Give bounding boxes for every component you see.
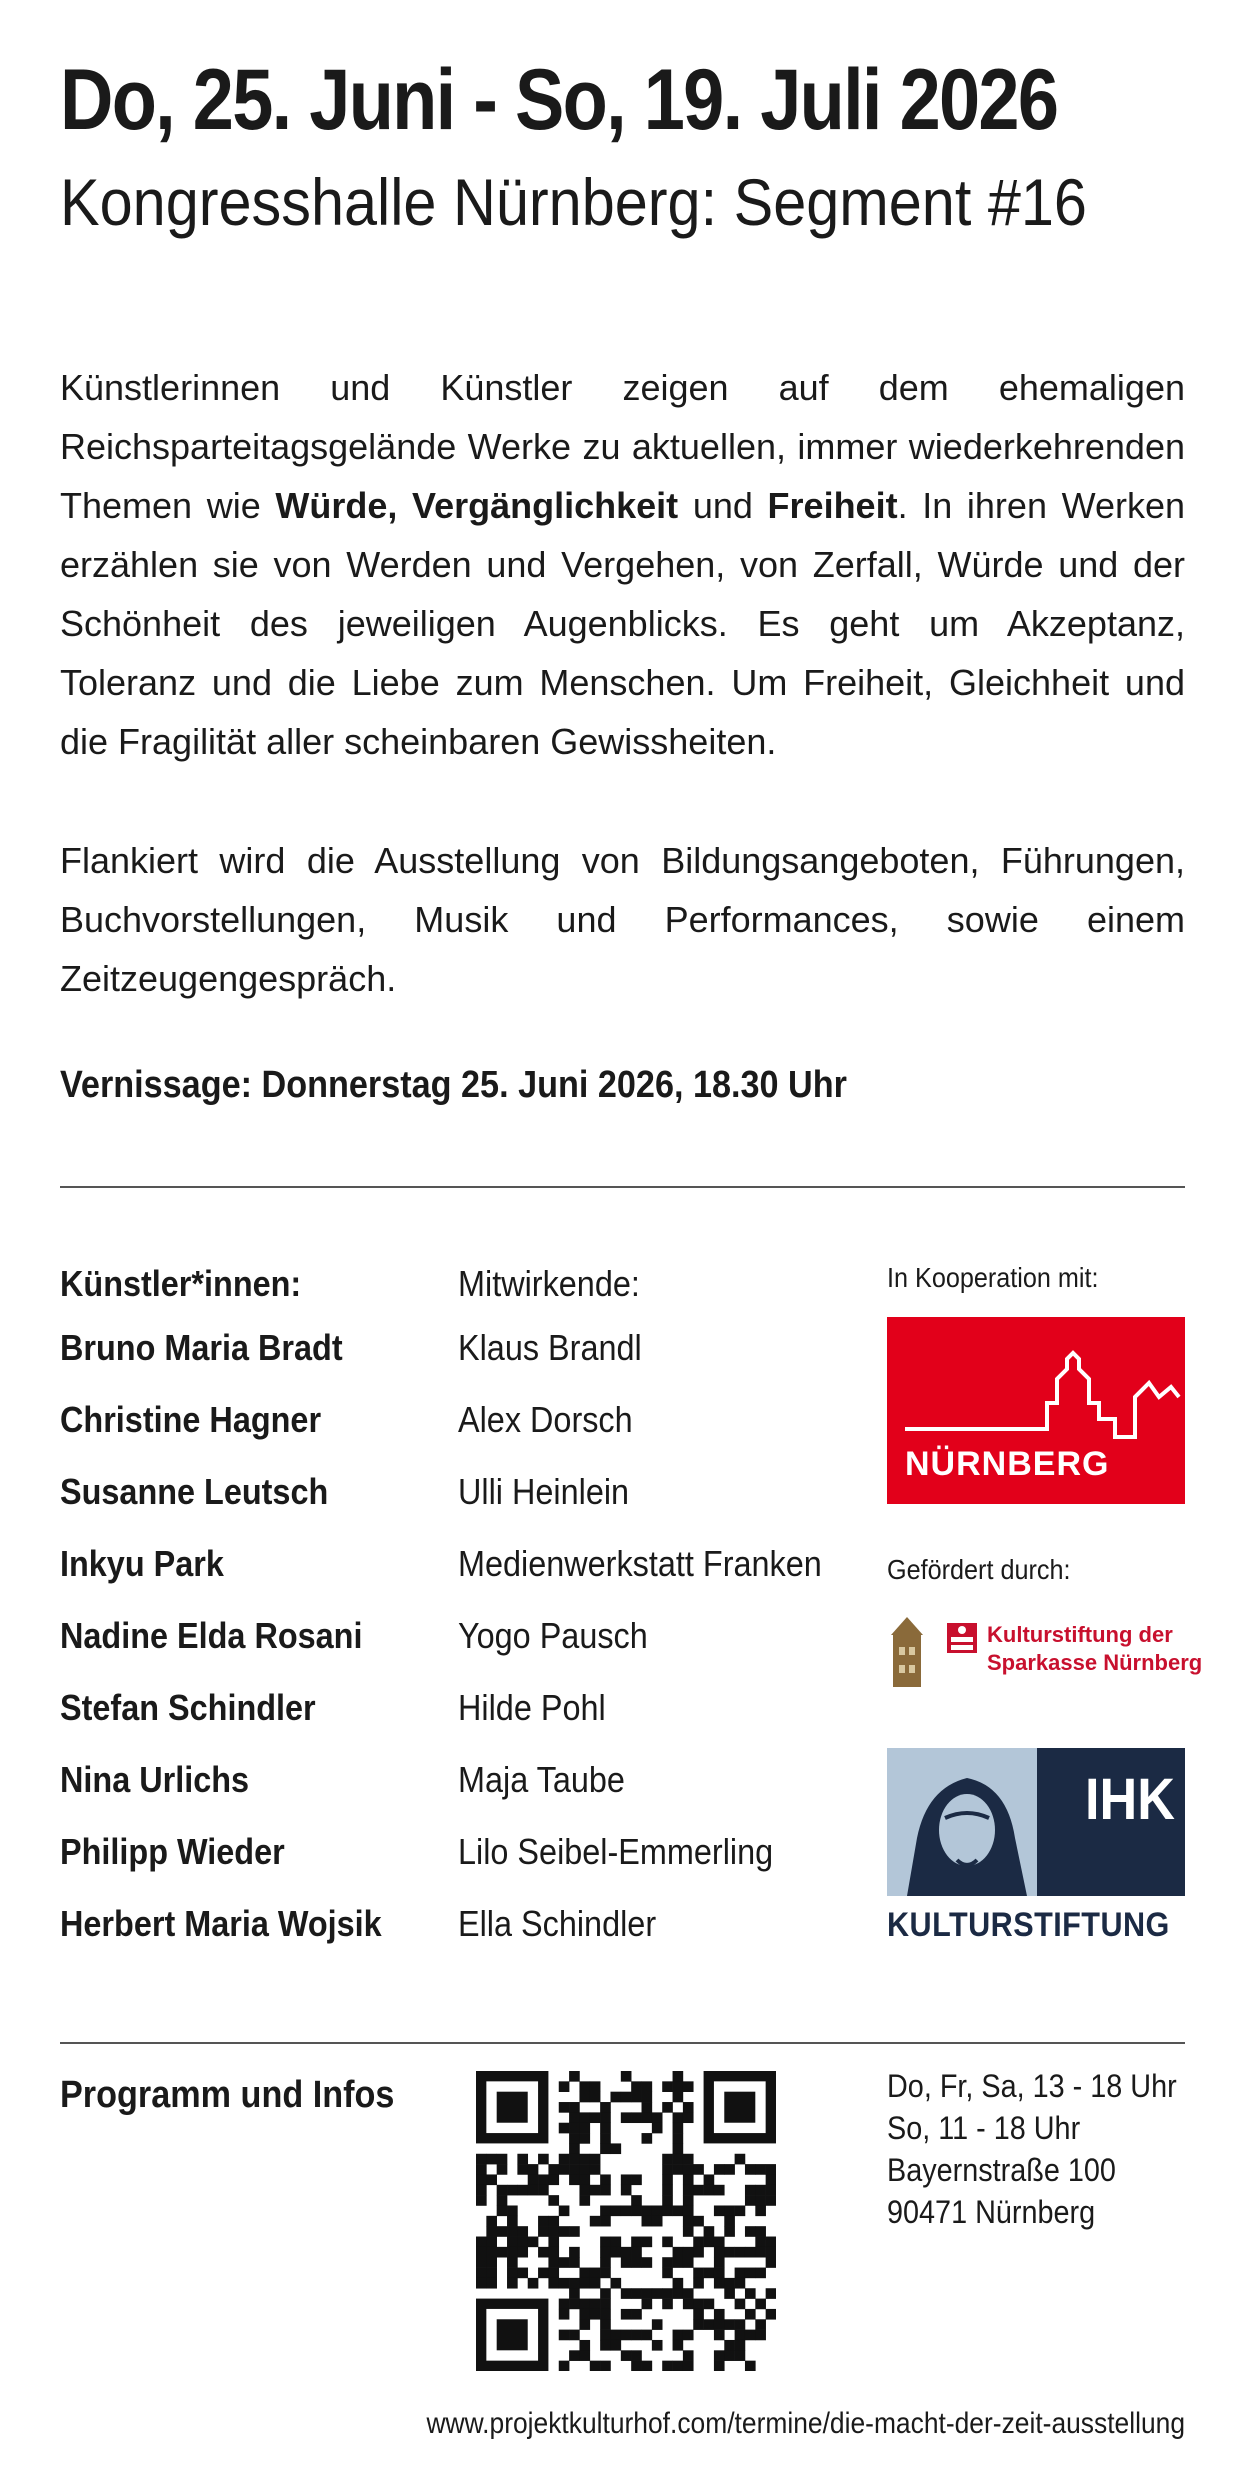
intro-bold-themes: Würde, Vergänglichkeit (275, 485, 679, 526)
list-item: Inkyu Park (60, 1543, 224, 1584)
list-item: Nina Urlichs (60, 1759, 250, 1800)
venue-subheadline: Kongresshalle Nürnberg: Segment #16 (60, 165, 1087, 239)
list-item: Susanne Leutsch (60, 1471, 329, 1512)
intro-bold-freiheit: Freiheit (767, 485, 898, 526)
website-url[interactable]: www.projektkulturhof.com/termine/die-macht-der-zeit-ausstellung (426, 2407, 1185, 2440)
vernissage-line: Vernissage: Donnerstag 25. Juni 2026, 18.30 Uhr (60, 1064, 847, 1106)
contributors-list (458, 1312, 822, 1960)
list-item: Yogo Pausch (458, 1615, 648, 1656)
list-item: Ella Schindler (458, 1903, 657, 1944)
list-item: Alex Dorsch (458, 1399, 633, 1440)
divider (60, 2042, 1185, 2044)
intro-text: . In ihren Werken erzählen sie von Werden und Vergehen, von Zerfall, Würde und der Schönheit des jeweiligen Augenblicks. Es geht um Akzeptanz, Toleranz und die Liebe zum Menschen. Um Freiheit, Gleichheit und die Fragilität aller scheinbaren Gewissheiten. (60, 485, 1186, 762)
address-line: 90471 Nürnberg (887, 2194, 1096, 2230)
list-item: Medienwerkstatt Franken (458, 1543, 822, 1584)
qr-code[interactable] (476, 2071, 776, 2371)
intro-text: und (678, 485, 768, 526)
funded-label: Gefördert durch: (887, 1554, 1071, 1585)
list-item: Bruno Maria Bradt (60, 1327, 343, 1368)
program-label: Programm und Infos (60, 2074, 395, 2116)
nuernberg-logo (887, 1317, 1185, 1504)
portrait-icon (887, 1748, 1037, 1896)
ihk-logo (887, 1748, 1185, 1896)
sparkasse-logo (887, 1617, 1203, 1689)
list-item: Christine Hagner (60, 1399, 322, 1440)
cooperation-label: In Kooperation mit: (887, 1262, 1099, 1293)
address-line: Bayernstraße 100 (887, 2152, 1116, 2188)
nuernberg-logo-text: NÜRNBERG (905, 1445, 1110, 1483)
list-item: Ulli Heinlein (458, 1471, 630, 1512)
list-item: Herbert Maria Wojsik (60, 1903, 382, 1944)
divider (60, 1186, 1185, 1188)
list-item: Maja Taube (458, 1759, 625, 1800)
opening-hours (887, 2065, 1177, 2233)
list-item: Lilo Seibel-Emmerling (458, 1831, 774, 1872)
intro-text: Flankiert wird die Ausstellung von Bildungsangeboten, Führungen, Buchvorstellungen, Musik und Performances, sowie einem Zeitzeugengespräch. (60, 840, 1185, 999)
intro-text: Künstlerinnen und Künstler zeigen auf dem ehemaligen Reichsparteitagsgelände Werke zu aktuellen, immer wiederkehrenden Themen wie (60, 367, 1185, 526)
ihk-text: IHK (1085, 1767, 1175, 1832)
artists-label: Künstler*innen: (60, 1263, 302, 1304)
sparkasse-line-1: Kulturstiftung der (987, 1622, 1173, 1647)
artists-list (60, 1312, 382, 1960)
intro-paragraph-2 (60, 831, 1185, 1008)
sparkasse-line-2: Sparkasse Nürnberg (987, 1650, 1203, 1675)
hours-line: So, 11 - 18 Uhr (887, 2110, 1081, 2146)
date-range-headline: Do, 25. Juni - So, 19. Juli 2026 (60, 52, 1058, 148)
list-item: Stefan Schindler (60, 1687, 316, 1728)
list-item: Nadine Elda Rosani (60, 1615, 363, 1656)
qr-code-icon (476, 2071, 776, 2371)
list-item: Philipp Wieder (60, 1831, 285, 1872)
list-item: Hilde Pohl (458, 1687, 606, 1728)
sparkasse-logo-text (987, 1621, 1202, 1677)
tower-and-sparkasse-icon (887, 1617, 982, 1689)
contributors-label: Mitwirkende: (458, 1263, 640, 1304)
hours-line: Do, Fr, Sa, 13 - 18 Uhr (887, 2068, 1177, 2104)
list-item: Klaus Brandl (458, 1327, 642, 1368)
intro-paragraph-1 (60, 358, 1185, 771)
ihk-subtitle: KULTURSTIFTUNG (887, 1906, 1170, 1944)
